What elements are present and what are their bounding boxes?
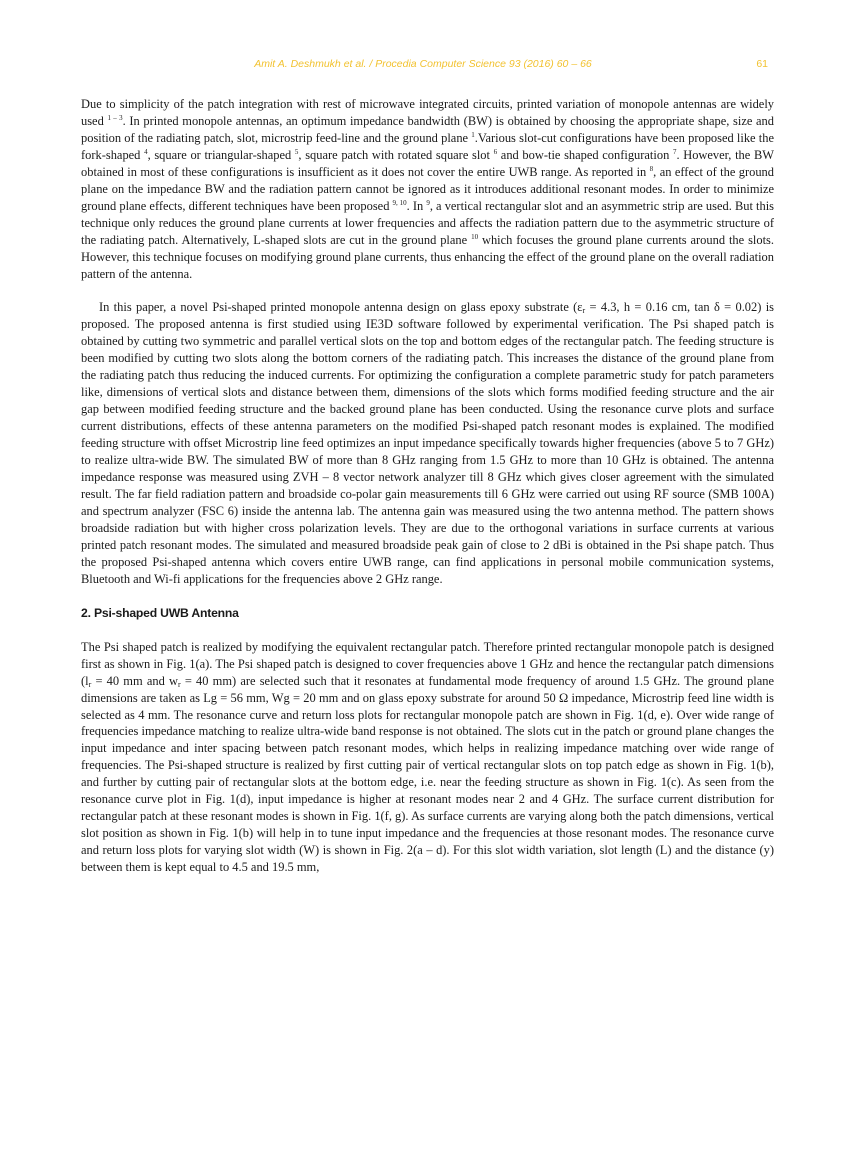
article-body <box>81 96 774 876</box>
reference-citation: 10 <box>471 232 479 241</box>
page-number: 61 <box>756 58 768 70</box>
reference-citation: 9, 10 <box>392 198 407 207</box>
journal-citation: Amit A. Deshmukh et al. / Procedia Computer Science 93 (2016) 60 – 66 <box>254 58 592 70</box>
reference-citation: 7 <box>672 147 677 156</box>
subscript: r <box>88 679 92 689</box>
reference-citation: 4 <box>144 147 148 156</box>
reference-citation: 1 – 3 <box>107 113 123 122</box>
paragraph-psi-shaped-design: The Psi shaped patch is realized by modifying the equivalent rectangular patch. Therefore printed rectangular monopole patch is designed first as shown in Fig. 1(a). The Psi shaped patch is designed to cover frequencies above 1 GHz and hence the rectangular patch dimensions ($l_r = 40$ mm and $w_r = 40$ mm) are selected such that it resonates at fundamental mode frequency of around 1.5 GHz. The ground plane dimensions are taken as Lg = 56 mm, Wg = 20 mm and on glass epoxy substrate for around 50 Ω impedance, Microstrip feed line width is selected as 4 mm. The resonance curve and return loss plots for rectangular monopole patch are shown in Fig. 1(d, e). Over wide range of frequencies impedance matching to realize ultra-wide band response is not obtained. The slots cut in the patch or ground plane changes the input impedance and inter spacing between patch resonant modes, which helps in realizing impedance matching over wide range of frequencies. The Psi-shaped structure is realized by first cutting pair of vertical rectangular slots on top patch edge as shown in Fig. 1(b), and further by cutting pair of rectangular slots at the bottom edge, i.e. near the feeding structure as shown in Fig. 1(c). As seen from the resonance curve plot in Fig. 1(d), input impedance is higher at resonant modes near 2 and 4 GHz. The surface current distribution for rectangular patch at these resonant modes is shown in Fig. 1(f, g). As surface currents are varying along both the patch dimensions, vertical slot position as shown in Fig. 1(b) will help in to tune input impedance and the frequencies at those resonant modes. The resonance curve and return loss plots for varying slot width (W) is shown in Fig. 2(a – d). For this slot width variation, slot length (L) and the distance (y) between them is kept equal to 4.5 and 19.5 mm, <box>81 639 774 875</box>
reference-citation: 8 <box>649 164 654 173</box>
reference-citation: 6 <box>493 147 498 156</box>
subscript: r <box>177 679 181 689</box>
running-header <box>0 58 846 74</box>
paragraph-proposed-antenna: In this paper, a novel Psi-shaped printed monopole antenna design on glass epoxy substrate ($\varepsilon_r = 4.3$, h = 0.16 cm, tan δ = 0.02) is proposed. The proposed antenna is first studied using IE3D software followed by experimental verification. The Psi shaped patch is obtained by cutting two symmetric and parallel vertical slots on the top and bottom edges of the rectangular patch. The feeding structure is been modified by cutting two slots along the bottom corners of the radiating patch. This increases the distance of the ground plane from the radiating patch thus reducing the induced currents. For optimizing the configuration a complete parametric study for patch parameters like, dimensions of vertical slots and distance between them, dimensions of the slots which forms modified feeding structure and the air gap between modified feeding structure and the backed ground plane has been conducted. Using the resonance curve plots and surface current distributions, effects of these antenna parameters on the modified Psi-shaped patch resonant modes is explained. The modified feeding structure with offset Microstrip line feed optimizes an input impedance specifically towards higher frequencies (above 5 to 7 GHz) to realize ultra-wide BW. The simulated BW of more than 8 GHz ranging from 1.5 GHz to more than 10 GHz is obtained. The antenna impedance response was measured using ZVH – 8 vector network analyzer till 8 GHz which gives closer agreement with the simulated result. The far field radiation pattern and broadside co-polar gain measurements till 6 GHz were carried out using RF source (SMB 100A) and spectrum analyzer (FSC 6) inside the antenna lab. The antenna gain was measured using the two antenna method. The pattern shows broadside radiation but with higher cross polarization levels. They are due to the orthogonal variations in surface currents at various printed patch resonant modes. The simulated and measured broadside peak gain of close to 2 dBi is obtained in the Psi shape patch. Thus the proposed Psi-shaped antenna which covers entire UWB range, can find applications in personal mobile communication systems, Bluetooth and Wi-fi applications for the frequencies above 2 GHz range. <box>81 300 774 586</box>
reference-citation: 1 <box>471 130 475 139</box>
reference-citation: 9 <box>426 198 430 207</box>
subscript: r <box>582 306 586 316</box>
section-heading: 2. Psi-shaped UWB Antenna <box>81 605 239 620</box>
reference-citation: 5 <box>294 147 299 156</box>
paragraph-introduction-background: Due to simplicity of the patch integration with rest of microwave integrated circuits, printed variation of monopole antennas are widely used $^{1 - 3}$. In printed monopole antennas, an optimum impedance bandwidth (BW) is obtained by choosing the appropriate shape, size and position of the radiating patch, slot, microstrip feed-line and the ground plane $^1$.Various slot-cut configurations have been proposed like the fork-shaped $^4$, square or triangular-shaped $^5$, square patch with rotated square slot $^6$ and bow-tie shaped configuration $^7$. However, the BW obtained in most of these configurations is insufficient as it does not cover the entire UWB range. As reported in $^8$, an effect of the ground plane on the impedance BW and the radiation pattern cannot be ignored as it introduces additional resonant modes. In order to minimize ground plane effects, different techniques have been proposed $^{9, 10}$. In $^9$, a vertical rectangular slot and an asymmetric strip are used. But this technique only reduces the ground plane currents at lower frequencies and affects the radiation pattern due to the asymmetric structure of the radiating patch. Alternatively, L-shaped slots are cut in the ground plane $^{10}$ which focuses the ground plane currents around the slots. However, this technique focuses on modifying ground plane currents, thus enhancing the effect of the ground plane on the overall radiation pattern of the antenna. <box>81 97 775 281</box>
